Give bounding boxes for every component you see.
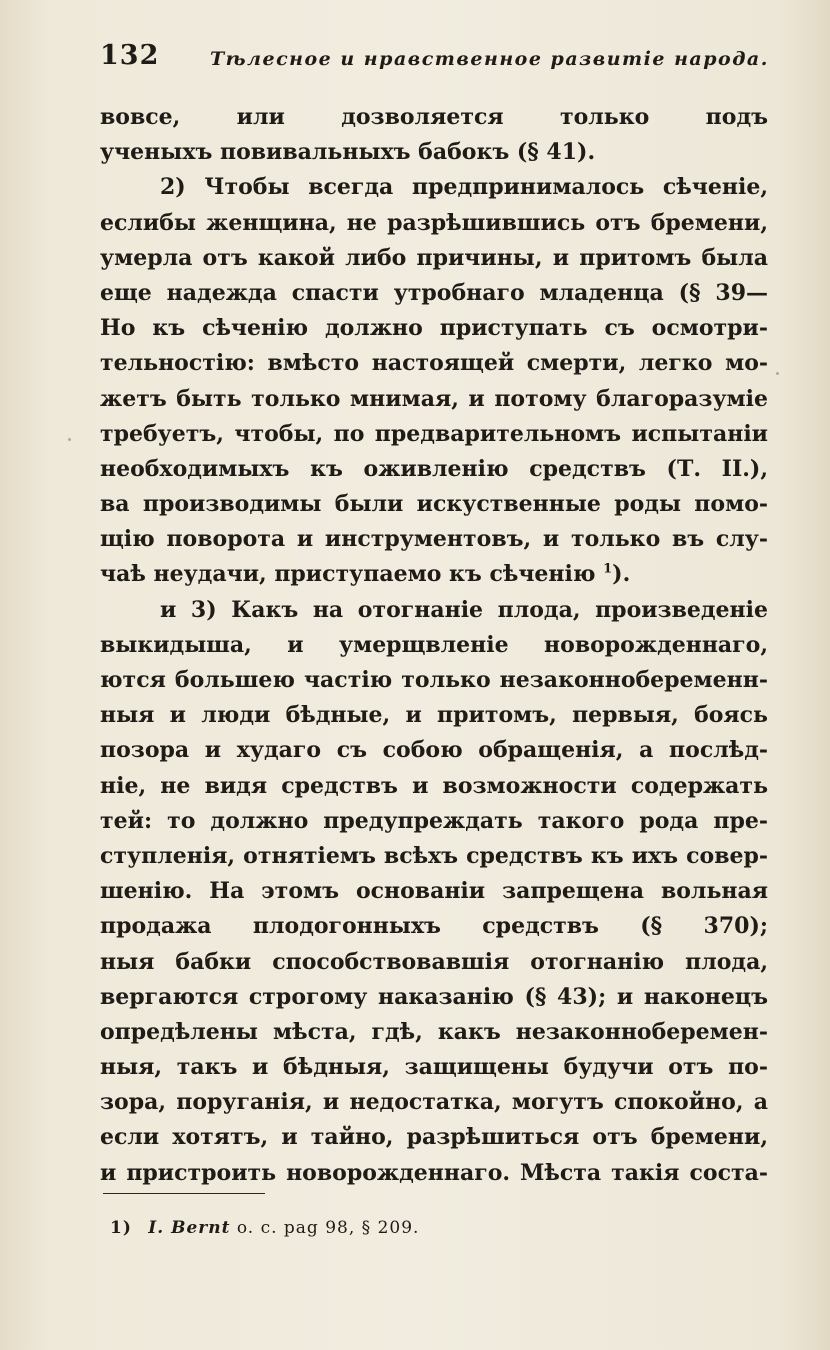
- text-line: вергаются строгому наказанію (§ 43); и наконецъ: [100, 983, 768, 1010]
- text-line: ныя, такъ и бѣдныя, защищены будучи отъ по-: [100, 1054, 768, 1081]
- text-line: Но къ сѣченію должно приступать съ осмотри-: [100, 315, 768, 342]
- text-line: шенію. На этомъ основаніи запрещена вольная: [100, 878, 768, 905]
- text-line: вовсе, или дозволяется только подъ: [100, 104, 768, 130]
- text-line: ва производимы были искуственные роды помо-: [100, 491, 768, 518]
- footnote-marker: 1): [110, 1218, 132, 1238]
- paragraph-start-line: и 3) Какъ на отогнаніе плода, произведеніе: [160, 596, 768, 623]
- footnote-author: I. Bernt: [148, 1218, 231, 1238]
- text-line: умерла отъ какой либо причины, и притомъ была: [100, 244, 768, 271]
- running-title: Тѣлесное и нравственное развитіе народа.: [210, 48, 769, 70]
- text-line: ются большею частію только незаконнобеременн-: [100, 667, 768, 693]
- text-line: выкидыша, и умерщвленіе новорожденнаго,: [100, 631, 768, 658]
- text-line: тей: то должно предупреждать такого рода пре-: [100, 807, 768, 834]
- paper-speck: [776, 372, 779, 375]
- text-line: еслибы женщина, не разрѣшившись отъ бремени,: [100, 209, 768, 236]
- text-line: продажа плодогонныхъ средствъ (§ 370);: [100, 913, 768, 940]
- text-line: требуетъ, чтобы, по предварительномъ испытаніи: [100, 420, 768, 447]
- paragraph-start-line: 2) Чтобы всегда предпринималось сѣченіе,: [160, 174, 768, 201]
- text-line: жетъ быть только мнимая, и потому благоразуміе: [100, 385, 768, 412]
- text-line-tail: ).: [612, 561, 631, 588]
- text-line-content: чаѣ неудачи, приступаемо къ сѣченію: [100, 561, 596, 588]
- paper-speck: [68, 438, 71, 441]
- text-line: зора, поруганія, и недостатка, могутъ спокойно, а: [100, 1089, 768, 1116]
- footnote-divider: [103, 1193, 265, 1194]
- text-line: щію поворота и инструментовъ, и только въ слу-: [100, 526, 768, 553]
- text-line: ныя и люди бѣдные, и притомъ, первыя, боясь: [100, 702, 768, 729]
- footnote: [110, 1218, 419, 1238]
- text-line: и пристроить новорожденнаго. Мѣста такія соста-: [100, 1159, 768, 1186]
- page-number: 132: [100, 40, 160, 71]
- text-line-with-footnote: [100, 557, 768, 592]
- text-line: ніе, не видя средствъ и возможности содержать: [100, 772, 768, 799]
- text-line: если хотятъ, и тайно, разрѣшиться отъ бремени,: [100, 1124, 768, 1151]
- text-line: ученыхъ повивальныхъ бабокъ (§ 41).: [100, 139, 596, 166]
- text-line: тельностію: вмѣсто настоящей смерти, легко мо-: [100, 350, 768, 377]
- text-line: необходимыхъ къ оживленію средствъ (Т. II.),: [100, 455, 768, 482]
- text-line: позора и худаго съ собою обращенія, а послѣд-: [100, 737, 768, 764]
- footnote-citation: o. c. pag 98, § 209.: [236, 1218, 420, 1238]
- footnote-reference[interactable]: 1: [603, 562, 613, 578]
- text-line: ступленія, отнятіемъ всѣхъ средствъ къ ихъ совер-: [100, 842, 768, 869]
- page-header: [100, 40, 800, 80]
- body-text: [100, 100, 768, 1191]
- text-line: еще надежда спасти утробнаго младенца (§ 39—: [100, 279, 768, 306]
- text-line: ныя бабки способствовавшія отогнанію плода,: [100, 948, 768, 975]
- text-line: опредѣлены мѣста, гдѣ, какъ незаконноберемен-: [100, 1018, 768, 1045]
